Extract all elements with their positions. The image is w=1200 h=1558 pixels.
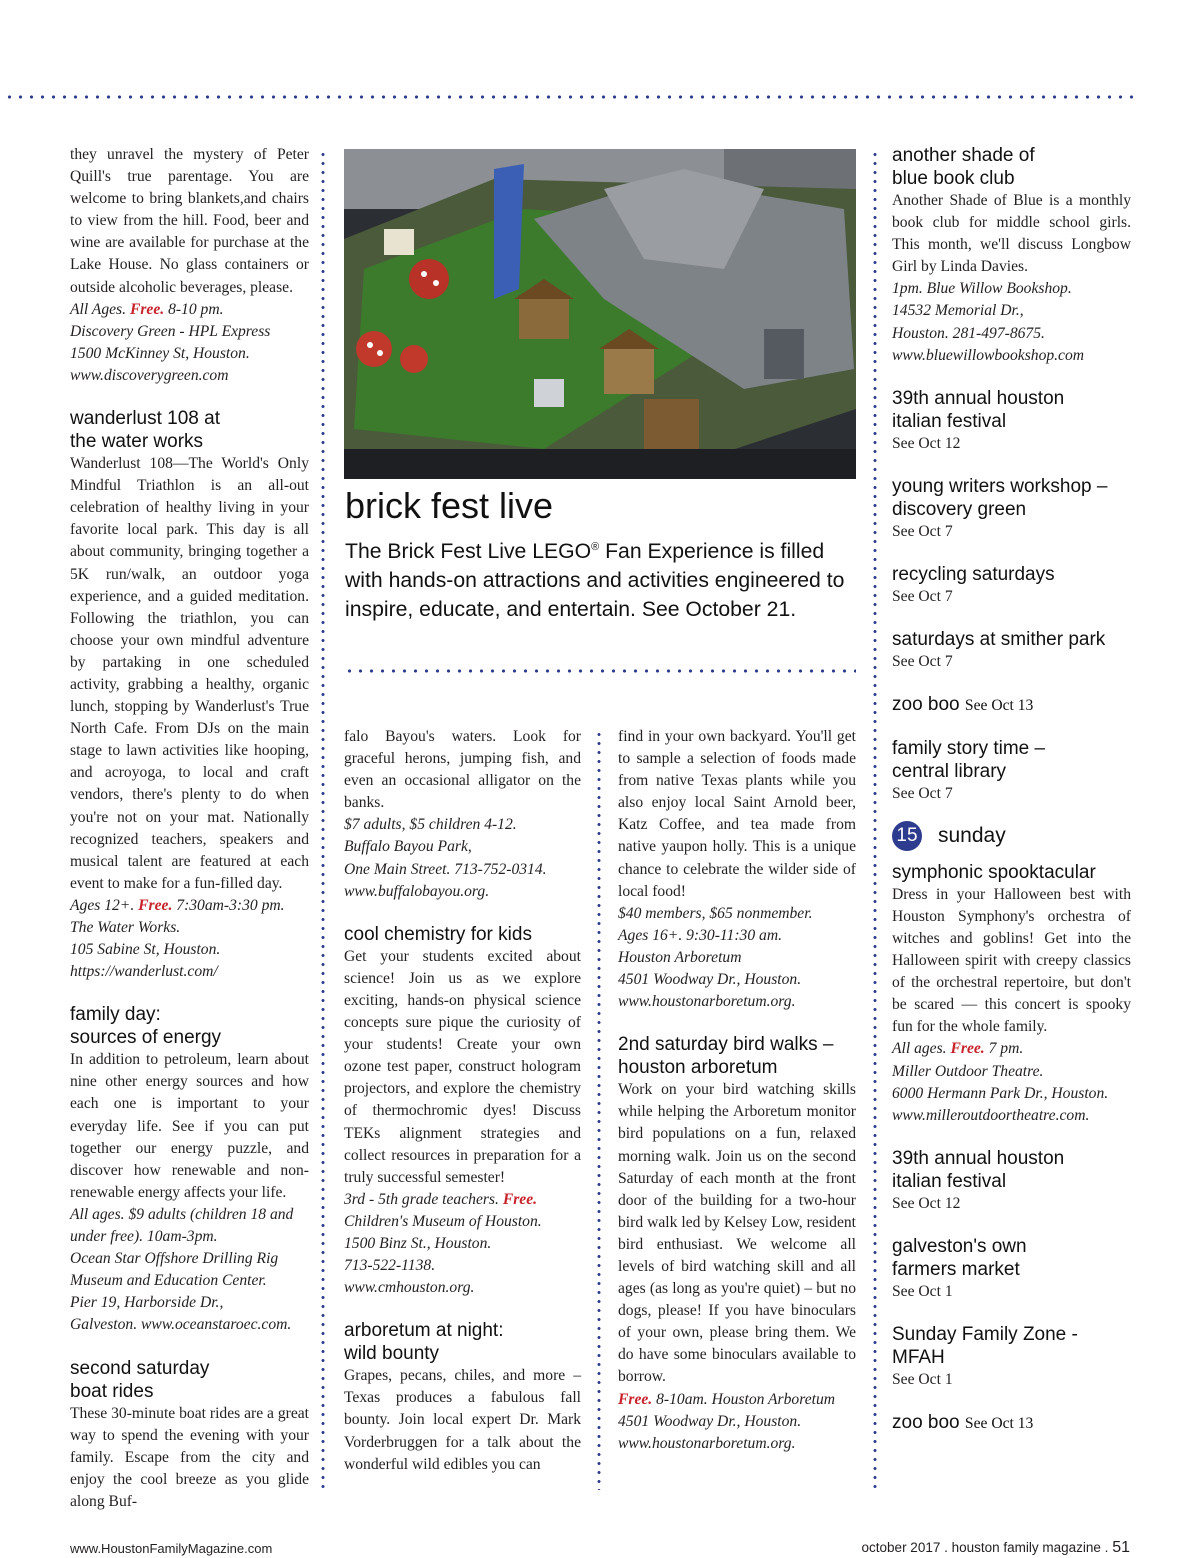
event-website-wanderlust[interactable]: https://wanderlust.com/ [70, 963, 218, 981]
event-title-italian-festival-2: 39th annual houston italian festival [892, 1147, 1065, 1192]
event-website-family-day[interactable]: Galveston. www.oceanstaroec.com. [70, 1316, 292, 1334]
event-body-cool-chemistry: Get your students excited about science! Join us as we explore exciting, hands-on physical science concepts sure pique the curiosity of your students! Create your own ozone test paper, construct hologram projectors, and explore the chemistry of thermochromic dyes! Discuss TEKs alignment strategies and collect resources in preparation for a truly successful semester! [344, 947, 581, 1186]
event-body-boat-rides: These 30-minute boat rides are a great way to spend the evening with your family. Escape from the city and enjoy the cool breeze as you glide along Buf- [70, 1404, 310, 1510]
event-title-story-time: family story time – central library [892, 737, 1046, 782]
event-info-cool-chemistry: 3rd - 5th grade teachers. Free. [344, 1190, 538, 1208]
event-address-book-club: 14532 Memorial Dr., [892, 302, 1024, 320]
column-2 [344, 726, 581, 1476]
event-title-young-writers: young writers workshop – discovery green [892, 475, 1108, 520]
event-venue-wanderlust: The Water Works. [70, 919, 181, 936]
boat-rides-venue: Buffalo Bayou Park, [344, 838, 472, 856]
event-info-wanderlust: Ages 12+. Free. 7:30am-3:30 pm. [70, 896, 285, 914]
day-number-badge: 15 [892, 821, 922, 851]
event-title-italian-festival: 39th annual houston italian festival [892, 387, 1065, 432]
page-number: 51 [1112, 1539, 1130, 1556]
column-divider-1 [321, 150, 325, 1490]
arboretum-night-time: Ages 16+. 9:30-11:30 am. [618, 926, 782, 944]
intro-body: they unravel the mystery of Peter Quill's true parentage. You are welcome to bring blankets,and chairs to view from the hill. Food, beer and wine are available for purchase at the Lake House. No glass containers or outside alcoholic beverages, please. [70, 146, 309, 296]
top-dotted-rule [4, 95, 1134, 99]
column-4 [892, 144, 1131, 1435]
event-info-bird-walks: Free. 8-10am. Houston Arboretum [618, 1390, 836, 1408]
event-title-family-day: family day: sources of energy [70, 1004, 222, 1049]
event-see-smither-park: See Oct 7 [892, 652, 953, 670]
event-see-recycling: See Oct 7 [892, 587, 953, 605]
event-time-book-club: 1pm. Blue Willow Bookshop. [892, 280, 1072, 298]
boat-rides-price: $7 adults, $5 children 4-12. [344, 816, 517, 834]
event-title-smither-park: saturdays at smither park [892, 628, 1106, 650]
event-address-cool-chemistry: 1500 Binz St., Houston. [344, 1234, 492, 1252]
event-website-spooktacular[interactable]: www.milleroutdoortheatre.com. [892, 1106, 1090, 1124]
event-info-family-day: All ages. $9 adults (children 18 and under free). 10am-3pm. [70, 1205, 294, 1246]
intro-website[interactable]: www.discoverygreen.com [70, 366, 229, 384]
event-title-wanderlust: wanderlust 108 at the water works [70, 408, 220, 453]
event-see-farmers-market: See Oct 1 [892, 1282, 953, 1300]
event-see-family-zone: See Oct 1 [892, 1370, 953, 1388]
event-body-bird-walks: Work on your bird watching skills while helping the Arboretum monitor bird populations on a fun, relaxed morning walk. Join us on the second Saturday of each month at the front door of the building for a two-hour bird walk led by Kelsey Low, resident bird enthusiast. We welcome all levels of bird watching skill and all ages (as long as you're quiet) – but no dogs, please! If you have binoculars of your own, please bring them. We do have some binoculars available to borrow. [618, 1081, 856, 1386]
column-1 [70, 144, 309, 1513]
event-body-book-club: Another Shade of Blue is a monthly book club for middle school girls. This month, we'll discuss Longbow Girl by Linda Davies. [892, 192, 1131, 276]
event-see-young-writers: See Oct 7 [892, 522, 953, 540]
event-title-zoo-boo-2: zoo boo See Oct 13 [892, 1411, 1034, 1433]
event-venue-cool-chemistry: Children's Museum of Houston. [344, 1212, 542, 1230]
day-name: sunday [938, 823, 1006, 847]
boat-rides-website[interactable]: www.buffalobayou.org. [344, 882, 490, 900]
event-website-cool-chemistry[interactable]: www.cmhouston.org. [344, 1279, 475, 1297]
boat-rides-address: One Main Street. 713-752-0314. [344, 860, 547, 878]
event-body-arboretum-night: Grapes, pecans, chiles, and more – Texas produces a fabulous fall bounty. Join local expert Dr. Mark Vorderbruggen for a talk about the wonderful wild edibles you can [344, 1367, 581, 1473]
event-see-story-time: See Oct 7 [892, 784, 953, 802]
event-website-bird-walks[interactable]: www.houstonarboretum.org. [618, 1434, 796, 1452]
event-body-wanderlust: Wanderlust 108—The World's Only Mindful Triathlon is an all-out celebration of healthy living in your favorite local park. This day is all about community, bringing together a 5K run/walk, an outdoor yoga experience, and a guided meditation. Following the triathlon, you can choose your own mindful adventure by partaking in one scheduled activity, grabbing a healthy, organic lunch, stopping by Wanderlust's True North Cafe. From DJs on the main stage to lawn activities like hooping, and acroyoga, to local and craft vendors, there's plenty to do when you're not on your mat. Nationally recognized teachers, speakers and musical talent are featured at each event to make for a fun-filled day. [70, 455, 309, 892]
arboretum-night-price: $40 members, $65 nonmember. [618, 904, 813, 922]
event-title-bird-walks: 2nd saturday bird walks – houston arboretum [618, 1034, 834, 1079]
footer-issue: october 2017 . houston family magazine . 51 [861, 1539, 1130, 1556]
event-title-arboretum-night: arboretum at night: wild bounty [344, 1320, 504, 1365]
event-title-cool-chemistry: cool chemistry for kids [344, 923, 532, 945]
event-see-italian-festival-2: See Oct 12 [892, 1194, 961, 1212]
intro-address: 1500 McKinney St, Houston. [70, 344, 250, 362]
footer-website[interactable]: www.HoustonFamilyMagazine.com [70, 1541, 273, 1556]
event-phone-cool-chemistry: 713-522-1138. [344, 1257, 436, 1275]
event-venue-spooktacular: Miller Outdoor Theatre. [892, 1062, 1044, 1080]
event-address-spooktacular: 6000 Hermann Park Dr., Houston. [892, 1084, 1109, 1102]
column-3 [618, 726, 856, 1455]
feature-dotted-rule [344, 669, 856, 673]
intro-venue: Discovery Green - HPL Express [70, 322, 271, 340]
event-address-wanderlust: 105 Sabine St, Houston. [70, 941, 221, 959]
day-heading-sunday [892, 821, 1131, 851]
lego-display-illustration [344, 149, 856, 479]
feature-title: brick fest live [345, 485, 554, 526]
event-venue-family-day: Ocean Star Offshore Drilling Rig Museum and Education Center. [70, 1250, 279, 1290]
event-body-spooktacular: Dress in your Halloween best with Houston Symphony's orchestra of witches and goblins! Get into the Halloween spirit with creepy classics of the orchestral repertoire, but don't be scared — this concert is spooky fun for the whole family. [892, 885, 1131, 1036]
feature-description: The Brick Fest Live LEGO® Fan Experience is filled with hands-on attractions and activities engineered to inspire, educate, and entertain. See October 21. [345, 540, 845, 622]
event-title-recycling: recycling saturdays [892, 563, 1055, 585]
arboretum-night-venue: Houston Arboretum [618, 948, 742, 966]
arboretum-night-address: 4501 Woodway Dr., Houston. [618, 971, 802, 989]
brick-fest-photo [344, 149, 856, 479]
event-info-spooktacular: All ages. Free. 7 pm. [892, 1040, 1024, 1058]
event-title-family-zone: Sunday Family Zone - MFAH [892, 1323, 1078, 1368]
event-phone-book-club: Houston. 281-497-8675. [892, 324, 1045, 342]
event-body-family-day: In addition to petroleum, learn about nine other energy sources and how each one is important to your everyday life. See if you can put together our energy puzzle, and discover how renewable and non-renewable energy affects your life. [70, 1051, 309, 1201]
arboretum-night-continued: find in your own backyard. You'll get to sample a selection of foods made from native Texas plants while you also enjoy local Saint Arnold beer, Katz Coffee, and tea made from native yaupon holly. This is a unique chance to celebrate the wilder side of local food! [618, 728, 856, 900]
event-title-zoo-boo: zoo boo See Oct 13 [892, 693, 1034, 715]
event-title-book-club: another shade of blue book club [892, 145, 1035, 189]
event-title-boat-rides: second saturday boat rides [70, 1357, 210, 1402]
event-title-farmers-market: galveston's own farmers market [892, 1235, 1027, 1280]
arboretum-night-website[interactable]: www.houstonarboretum.org. [618, 993, 796, 1011]
column-divider-3 [873, 150, 877, 1490]
event-title-spooktacular: symphonic spooktacular [892, 861, 1096, 883]
boat-rides-continued: falo Bayou's waters. Look for graceful herons, jumping fish, and even an occasional alligator on the banks. [344, 728, 581, 812]
event-see-italian-festival: See Oct 12 [892, 434, 961, 452]
event-address-bird-walks: 4501 Woodway Dr., Houston. [618, 1412, 802, 1430]
event-website-book-club[interactable]: www.bluewillowbookshop.com [892, 346, 1085, 364]
intro-info: All Ages. Free. 8-10 pm. [70, 300, 224, 318]
event-address-family-day: Pier 19, Harborside Dr., [70, 1294, 224, 1312]
column-divider-2 [597, 730, 601, 1490]
